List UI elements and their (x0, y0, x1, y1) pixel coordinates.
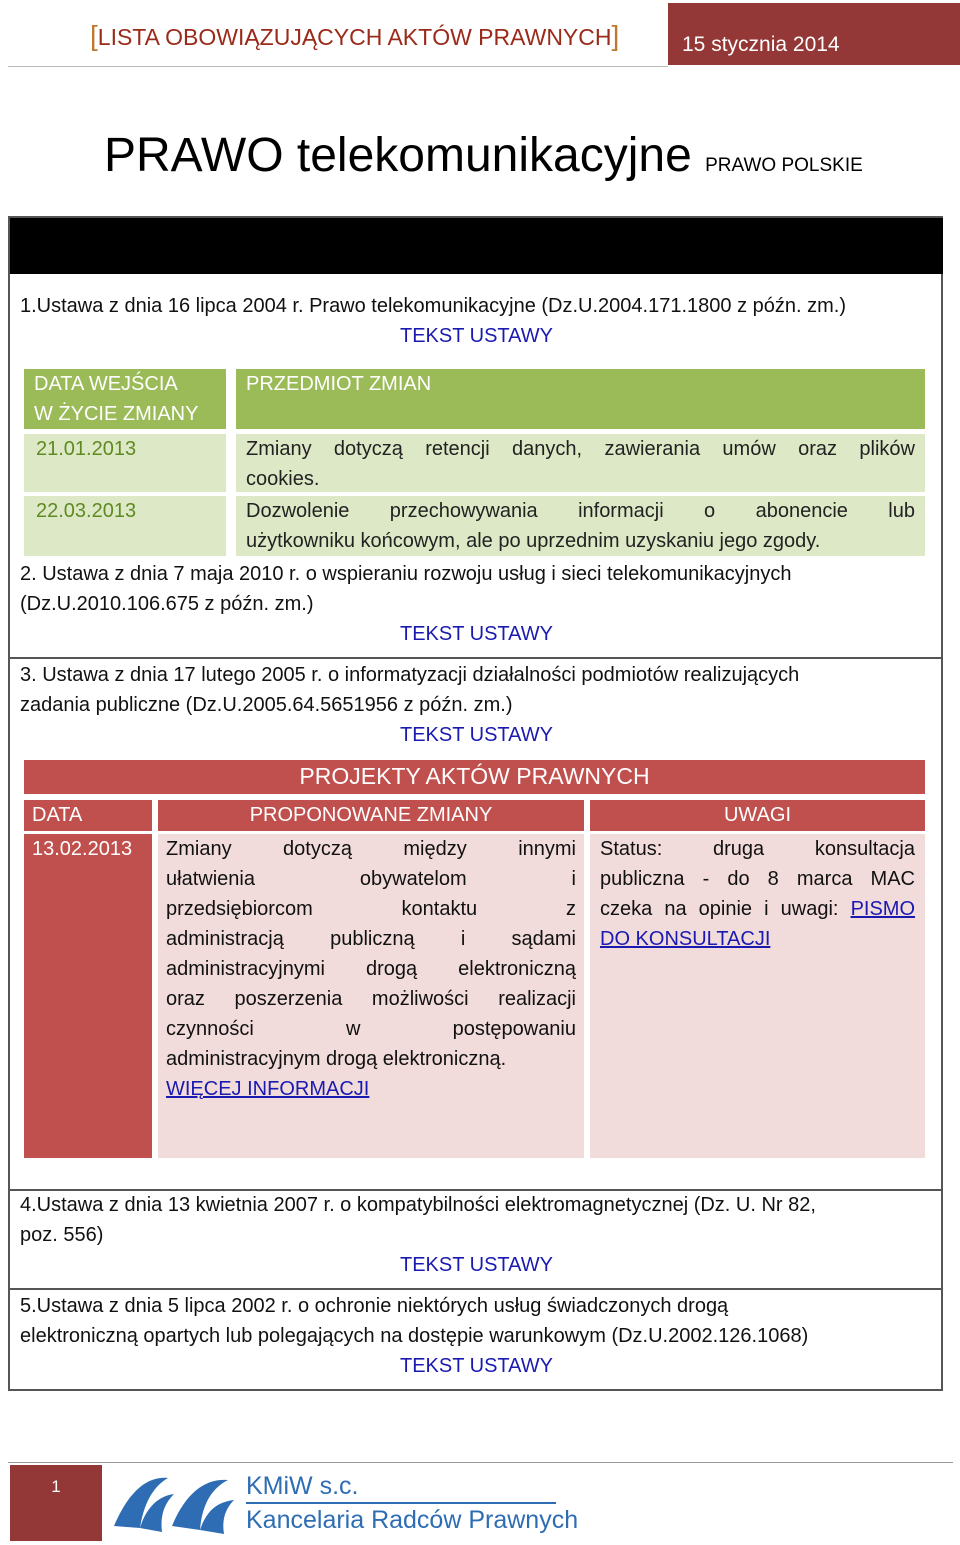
act-1-text-link[interactable]: TEKST USTAWY (400, 325, 553, 347)
header-bracket-close: ] (611, 20, 620, 51)
logo-company-description: Kancelaria Radców Prawnych (246, 1506, 579, 1534)
header-title-text: LISTA OBOWIĄZUJĄCYCH AKTÓW PRAWNYCH (97, 24, 612, 50)
header-rule (8, 66, 668, 67)
projects-notes-line-3: czeka na opinie i uwagi: (600, 898, 839, 920)
act-5-divider (10, 1288, 943, 1290)
act-5-title-line2: elektroniczną opartych lub polegających na dostępie warunkowym (Dz.U.2002.126.1068) (20, 1325, 809, 1347)
document-title-text: PRAWO telekomunikacyjne (104, 129, 692, 182)
projects-notes-line-2: publiczna - do 8 marca MAC (600, 868, 915, 890)
footer-rule (8, 1462, 953, 1463)
changes-header-subject: PRZEDMIOT ZMIAN (236, 369, 925, 429)
changes-row-2-date: 22.03.2013 (24, 496, 226, 556)
document-subtitle: PRAWO POLSKIE (705, 155, 863, 176)
act-3-title-line2: zadania publiczne (Dz.U.2005.64.5651956 z późn. zm.) (20, 694, 513, 716)
projects-changes-line-3: przedsiębiorcom kontaktu z (166, 898, 576, 920)
header-date: 15 stycznia 2014 (682, 33, 840, 56)
section-heading: USTAWY (413, 240, 540, 273)
consultation-letter-link-part2[interactable]: DO KONSULTACJI (600, 928, 771, 950)
projects-changes-line-2: ułatwienia obywatelom i (166, 868, 576, 890)
act-2-divider (10, 657, 943, 659)
projects-changes-line-4: administracją publiczną i sądami (166, 928, 576, 950)
changes-header-date (24, 369, 226, 429)
act-3-title-line1: 3. Ustawa z dnia 17 lutego 2005 r. o informatyzacji działalności podmiotów realizujących (20, 664, 800, 686)
act-4-title-line1: 4.Ustawa z dnia 13 kwietnia 2007 r. o kompatybilności elektromagnetycznej (Dz. U. Nr 82, (20, 1194, 816, 1216)
projects-title: PROJEKTY AKTÓW PRAWNYCH (299, 763, 650, 789)
projects-header-changes: PROPONOWANE ZMIANY (158, 800, 584, 831)
header-title (90, 20, 619, 52)
act-2-text-link[interactable]: TEKST USTAWY (400, 623, 553, 645)
act-1-title: 1.Ustawa z dnia 16 lipca 2004 r. Prawo telekomunikacyjne (Dz.U.2004.171.1800 z późn. zm.) (20, 295, 846, 317)
projects-header-date: DATA (24, 800, 152, 831)
projects-row-changes (158, 834, 584, 1158)
act-2-title-line1: 2. Ustawa z dnia 7 maja 2010 r. o wspieraniu rozwoju usług i sieci telekomunikacyjnych (20, 563, 792, 585)
changes-row-2-desc (236, 496, 925, 556)
projects-notes-line-1: Status: druga konsultacja (600, 838, 915, 860)
changes-row-1-desc (236, 434, 925, 492)
changes-row-2-line2: użytkowniku końcowym, ale po uprzednim uzyskaniu jego zgody. (246, 530, 821, 552)
logo-rule (246, 1502, 556, 1504)
projects-row-notes (590, 834, 925, 1158)
act-3-text-link[interactable]: TEKST USTAWY (400, 724, 553, 746)
changes-row-2-line1: Dozwolenie przechowywania informacji o abonencie lub (246, 500, 915, 522)
projects-changes-line-7: czynności w postępowaniu (166, 1018, 576, 1040)
consultation-letter-link-part1[interactable]: PISMO (850, 898, 916, 920)
changes-row-1-date: 21.01.2013 (24, 434, 226, 492)
changes-header-date-line2: W ŻYCIE ZMIANY (34, 403, 199, 425)
act-5-title-line1: 5.Ustawa z dnia 5 lipca 2002 r. o ochronie niektórych usług świadczonych drogą (20, 1295, 729, 1317)
kmiw-logo-icon (110, 1468, 240, 1545)
changes-row-1-line1: Zmiany dotyczą retencji danych, zawierania umów oraz plików (246, 438, 915, 460)
page-number: 1 (51, 1477, 61, 1496)
projects-changes-line-1: Zmiany dotyczą między innymi (166, 838, 576, 860)
act-4-text-link[interactable]: TEKST USTAWY (400, 1254, 553, 1276)
changes-header-date-line1: DATA WEJŚCIA (34, 373, 178, 395)
projects-header-notes: UWAGI (590, 800, 925, 831)
more-info-link[interactable]: WIĘCEJ INFORMACJI (166, 1078, 370, 1100)
projects-changes-line-6: oraz poszerzenia możliwości realizacji (166, 988, 576, 1010)
projects-changes-line-8: administracyjnym drogą elektroniczną. (166, 1048, 507, 1070)
act-2-title-line2: (Dz.U.2010.106.675 z późn. zm.) (20, 593, 314, 615)
projects-changes-line-5: administracyjnymi drogą elektroniczną (166, 958, 576, 980)
logo-company-name: KMiW s.c. (246, 1472, 359, 1500)
changes-row-1-line2: cookies. (246, 468, 320, 490)
document-title (104, 128, 863, 183)
projects-row-date: 13.02.2013 (24, 834, 152, 1158)
act-5-text-link[interactable]: TEKST USTAWY (400, 1355, 553, 1377)
header-bracket-open: [ (90, 20, 98, 51)
act-4-title-line2: poz. 556) (20, 1224, 104, 1246)
